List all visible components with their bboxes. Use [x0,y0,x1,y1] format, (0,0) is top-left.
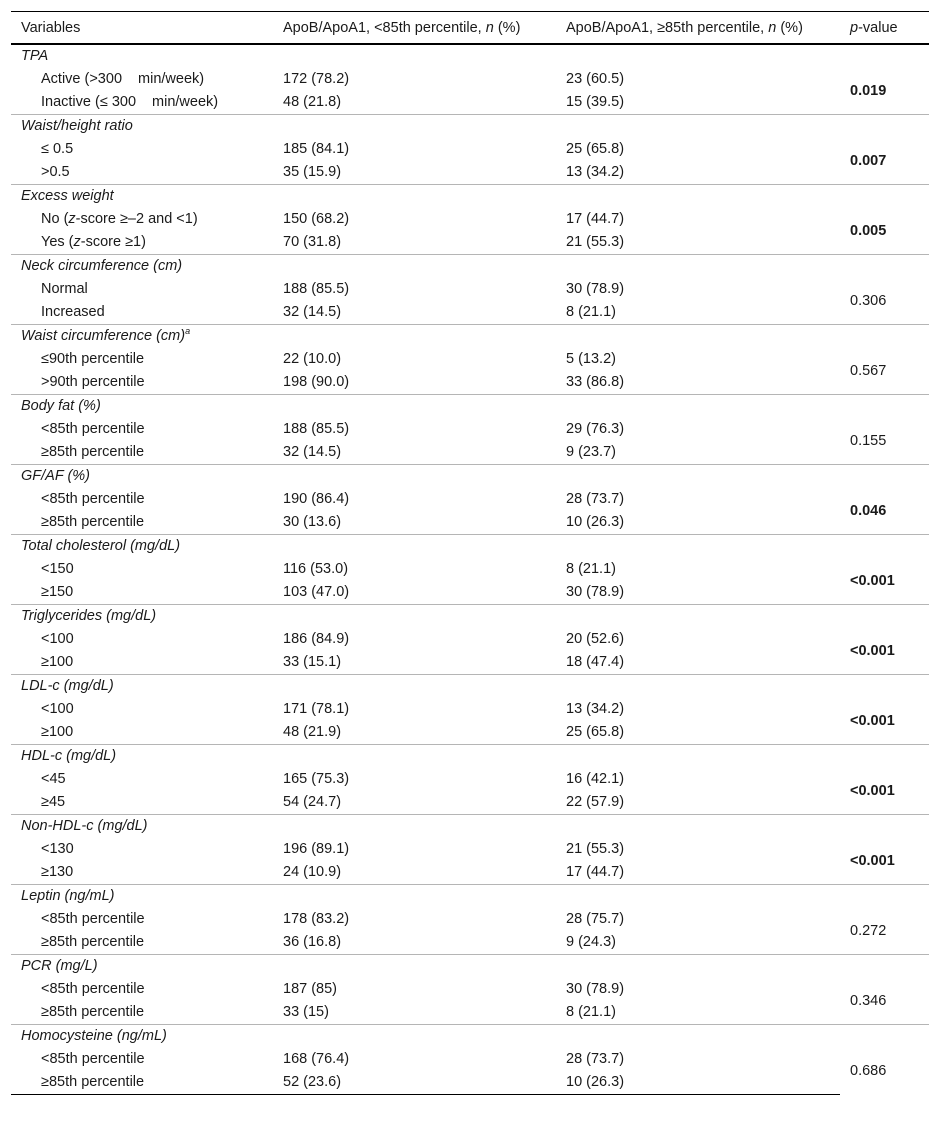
row-label-text: min/week) [152,94,219,110]
header-p-value [840,12,929,45]
value-high: 28 (73.7) [566,1051,625,1067]
value-high: 10 (26.3) [556,1071,840,1095]
group-title: Body fat (%) [21,398,101,414]
row-label: >0.5 [41,164,70,180]
p-value: 0.567 [850,362,887,379]
row-label: <85th percentile [41,981,145,997]
row-label [11,231,273,255]
value-high: 30 (78.9) [566,281,625,297]
group-title-cell [11,115,929,139]
group-header-row [11,535,929,559]
row-label-z: z [68,211,76,227]
value-high: 29 (76.3) [566,421,625,437]
group-title-cell [11,185,929,209]
group-title: Non-HDL-c (mg/dL) [21,818,148,834]
group-title-cell [11,395,929,419]
group-header-row [11,255,929,279]
value-low: 70 (31.8) [283,234,342,250]
group-title: Triglycerides (mg/dL) [21,608,157,624]
table-body [11,44,929,1095]
table-row [11,208,929,231]
value-high: 17 (44.7) [566,211,625,227]
row-label: <85th percentile [41,911,145,927]
row-label: ≥85th percentile [41,1004,145,1020]
group-title-cell [11,44,929,68]
group-header-row [11,605,929,629]
table-row [11,441,929,465]
value-high: 22 (57.9) [566,794,625,810]
p-value: 0.005 [850,222,887,239]
header-group-high-suffix: (%) [776,19,803,36]
value-high: 30 (78.9) [566,584,625,600]
group-title: Waist/height ratio [21,118,133,134]
value-high: 15 (39.5) [566,94,625,110]
row-label: Normal [41,281,88,297]
row-label: ≥85th percentile [41,934,145,950]
group-title-cell [11,1025,929,1049]
header-group-high-n: n [768,19,777,36]
row-label: ≥45 [41,794,66,810]
table-row [11,371,929,395]
table-row [11,231,929,255]
value-low: 48 (21.8) [283,94,342,110]
row-label [11,91,273,115]
table-row [11,488,929,511]
row-label: <100 [41,701,74,717]
row-label-text: Active (>300 [41,71,123,87]
group-header-row [11,395,929,419]
group-title-cell [11,535,929,559]
row-label-text: -score ≥1) [80,234,146,250]
header-row [11,12,929,45]
value-high: 17 (44.7) [566,864,625,880]
row-label: ≥85th percentile [11,1071,273,1095]
row-label: ≥100 [41,724,74,740]
row-label: ≥85th percentile [41,444,145,460]
group-title-cell [11,465,929,489]
table-row [11,301,929,325]
header-group-low [273,12,556,45]
value-high: 18 (47.4) [566,654,625,670]
value-low: 188 (85.5) [283,281,350,297]
table-row [11,511,929,535]
table-row [11,628,929,651]
row-label: ≤90th percentile [41,351,145,367]
row-label: ≥85th percentile [41,514,145,530]
value-high: 13 (34.2) [566,701,625,717]
row-label: >90th percentile [41,374,145,390]
value-low: 33 (15) [283,1004,329,1020]
value-low: 52 (23.6) [273,1071,556,1095]
p-value: 0.019 [850,82,887,99]
table-row [11,1048,929,1071]
row-label-text: No ( [41,211,69,227]
row-label-text: min/week) [138,71,205,87]
value-high: 25 (65.8) [566,141,625,157]
group-title: Neck circumference (cm) [21,258,183,274]
results-table [11,11,929,1095]
p-value: 0.155 [850,432,887,449]
row-label: ≤ 0.5 [41,141,74,157]
group-title: Excess weight [21,188,114,204]
value-high: 8 (21.1) [566,561,616,577]
value-high: 13 (34.2) [566,164,625,180]
row-label-text: Yes ( [41,234,74,250]
group-header-row [11,745,929,769]
value-high: 9 (23.7) [566,444,616,460]
results-table-container [11,11,929,1095]
table-row [11,1071,929,1095]
value-low: 165 (75.3) [283,771,350,787]
value-low: 187 (85) [283,981,338,997]
p-value: 0.306 [850,292,887,309]
table-row [11,721,929,745]
value-low: 185 (84.1) [283,141,350,157]
table-row [11,861,929,885]
value-high: 21 (55.3) [566,234,625,250]
table-row [11,91,929,115]
table-row [11,418,929,441]
header-group-high [556,12,840,45]
value-low: 186 (84.9) [283,631,350,647]
value-low: 35 (15.9) [283,164,342,180]
group-header-row [11,675,929,699]
value-low: 33 (15.1) [283,654,342,670]
group-title: Homocysteine (ng/mL) [21,1028,167,1044]
table-row [11,161,929,185]
value-low: 22 (10.0) [283,351,342,367]
value-low: 36 (16.8) [283,934,342,950]
table-row [11,838,929,861]
row-label: <85th percentile [41,1051,145,1067]
row-label: <130 [41,841,74,857]
table-row [11,558,929,581]
value-low: 168 (76.4) [283,1051,350,1067]
table-header [11,12,929,45]
table-row [11,698,929,721]
value-low: 24 (10.9) [283,864,342,880]
value-low: 190 (86.4) [283,491,350,507]
group-title-cell [11,675,929,699]
value-high: 20 (52.6) [566,631,625,647]
value-low: 171 (78.1) [283,701,350,717]
value-high: 21 (55.3) [566,841,625,857]
group-title: GF/AF (%) [21,468,91,484]
header-group-low-prefix: ApoB/ApoA1, <85th percentile, [283,19,486,36]
group-title: PCR (mg/L) [21,958,98,974]
p-value: 0.346 [850,992,887,1009]
p-value: <0.001 [850,642,895,659]
group-title-cell [11,255,929,279]
p-value: <0.001 [850,852,895,869]
group-title: Waist circumference (cm) [21,328,186,344]
value-high: 9 (24.3) [566,934,616,950]
row-label: <150 [41,561,74,577]
group-header-row [11,955,929,979]
value-high: 10 (26.3) [566,514,625,530]
value-high: 33 (86.8) [566,374,625,390]
row-label: ≥100 [41,654,74,670]
value-low: 172 (78.2) [283,71,350,87]
value-low: 116 (53.0) [283,561,349,577]
row-label: <85th percentile [41,491,145,507]
table-row [11,651,929,675]
row-label-z: z [73,234,81,250]
group-title-cell [11,955,929,979]
table-row [11,138,929,161]
table-row [11,768,929,791]
table-row [11,348,929,371]
group-title: Total cholesterol (mg/dL) [21,538,181,554]
group-header-row [11,1025,929,1049]
group-title: HDL-c (mg/dL) [21,748,117,764]
row-label: Increased [41,304,105,320]
value-low: 198 (90.0) [283,374,350,390]
p-value: <0.001 [850,782,895,799]
p-value: <0.001 [850,712,895,729]
value-high: 16 (42.1) [566,771,625,787]
row-label: <100 [41,631,74,647]
value-low: 48 (21.9) [283,724,342,740]
row-label: ≥130 [41,864,74,880]
footnote-marker: a [185,326,191,336]
table-row [11,791,929,815]
group-title-cell [11,745,929,769]
table-row [11,278,929,301]
group-header-row [11,885,929,909]
table-row [11,908,929,931]
p-value: 0.272 [850,922,887,939]
group-header-row [11,325,929,349]
value-high: 23 (60.5) [566,71,625,87]
row-label [11,208,273,231]
value-low: 32 (14.5) [283,444,342,460]
group-header-row [11,815,929,839]
value-high: 8 (21.1) [566,1004,616,1020]
header-group-high-prefix: ApoB/ApoA1, ≥85th percentile, [566,19,769,36]
group-title-cell [11,325,929,349]
p-value: <0.001 [850,572,895,589]
table-row [11,931,929,955]
group-title-cell [11,815,929,839]
group-header-row [11,44,929,68]
table-row [11,978,929,1001]
header-p-symbol: p [850,19,859,36]
value-high: 28 (75.7) [566,911,625,927]
value-low: 103 (47.0) [283,584,350,600]
row-label: ≥150 [41,584,74,600]
p-value: 0.046 [850,502,887,519]
header-group-low-n: n [485,19,494,36]
group-title: Leptin (ng/mL) [21,888,115,904]
row-label-text: Inactive (≤ 300 [41,94,137,110]
table-row [11,1001,929,1025]
row-label [11,68,273,91]
value-low: 188 (85.5) [283,421,350,437]
value-high: 30 (78.9) [566,981,625,997]
p-value: 0.686 [850,1062,887,1079]
group-title-cell [11,885,929,909]
header-variables: Variables [11,12,273,45]
value-low: 30 (13.6) [283,514,342,530]
group-header-row [11,185,929,209]
table-row [11,68,929,91]
value-high: 5 (13.2) [566,351,616,367]
group-header-row [11,115,929,139]
value-low: 54 (24.7) [283,794,342,810]
group-title: TPA [21,48,49,64]
header-group-low-suffix: (%) [493,19,521,36]
value-low: 150 (68.2) [283,211,350,227]
header-p-suffix: -value [858,19,898,36]
p-value: 0.007 [850,152,887,169]
row-label-text: -score ≥–2 and <1) [75,211,198,227]
table-row [11,581,929,605]
value-high: 25 (65.8) [566,724,625,740]
value-low: 32 (14.5) [283,304,342,320]
row-label: <85th percentile [41,421,145,437]
value-high: 28 (73.7) [566,491,625,507]
row-label: <45 [41,771,66,787]
group-title-cell [11,605,929,629]
value-high: 8 (21.1) [566,304,616,320]
group-title: LDL-c (mg/dL) [21,678,114,694]
value-low: 178 (83.2) [283,911,350,927]
group-header-row [11,465,929,489]
value-low: 196 (89.1) [283,841,350,857]
